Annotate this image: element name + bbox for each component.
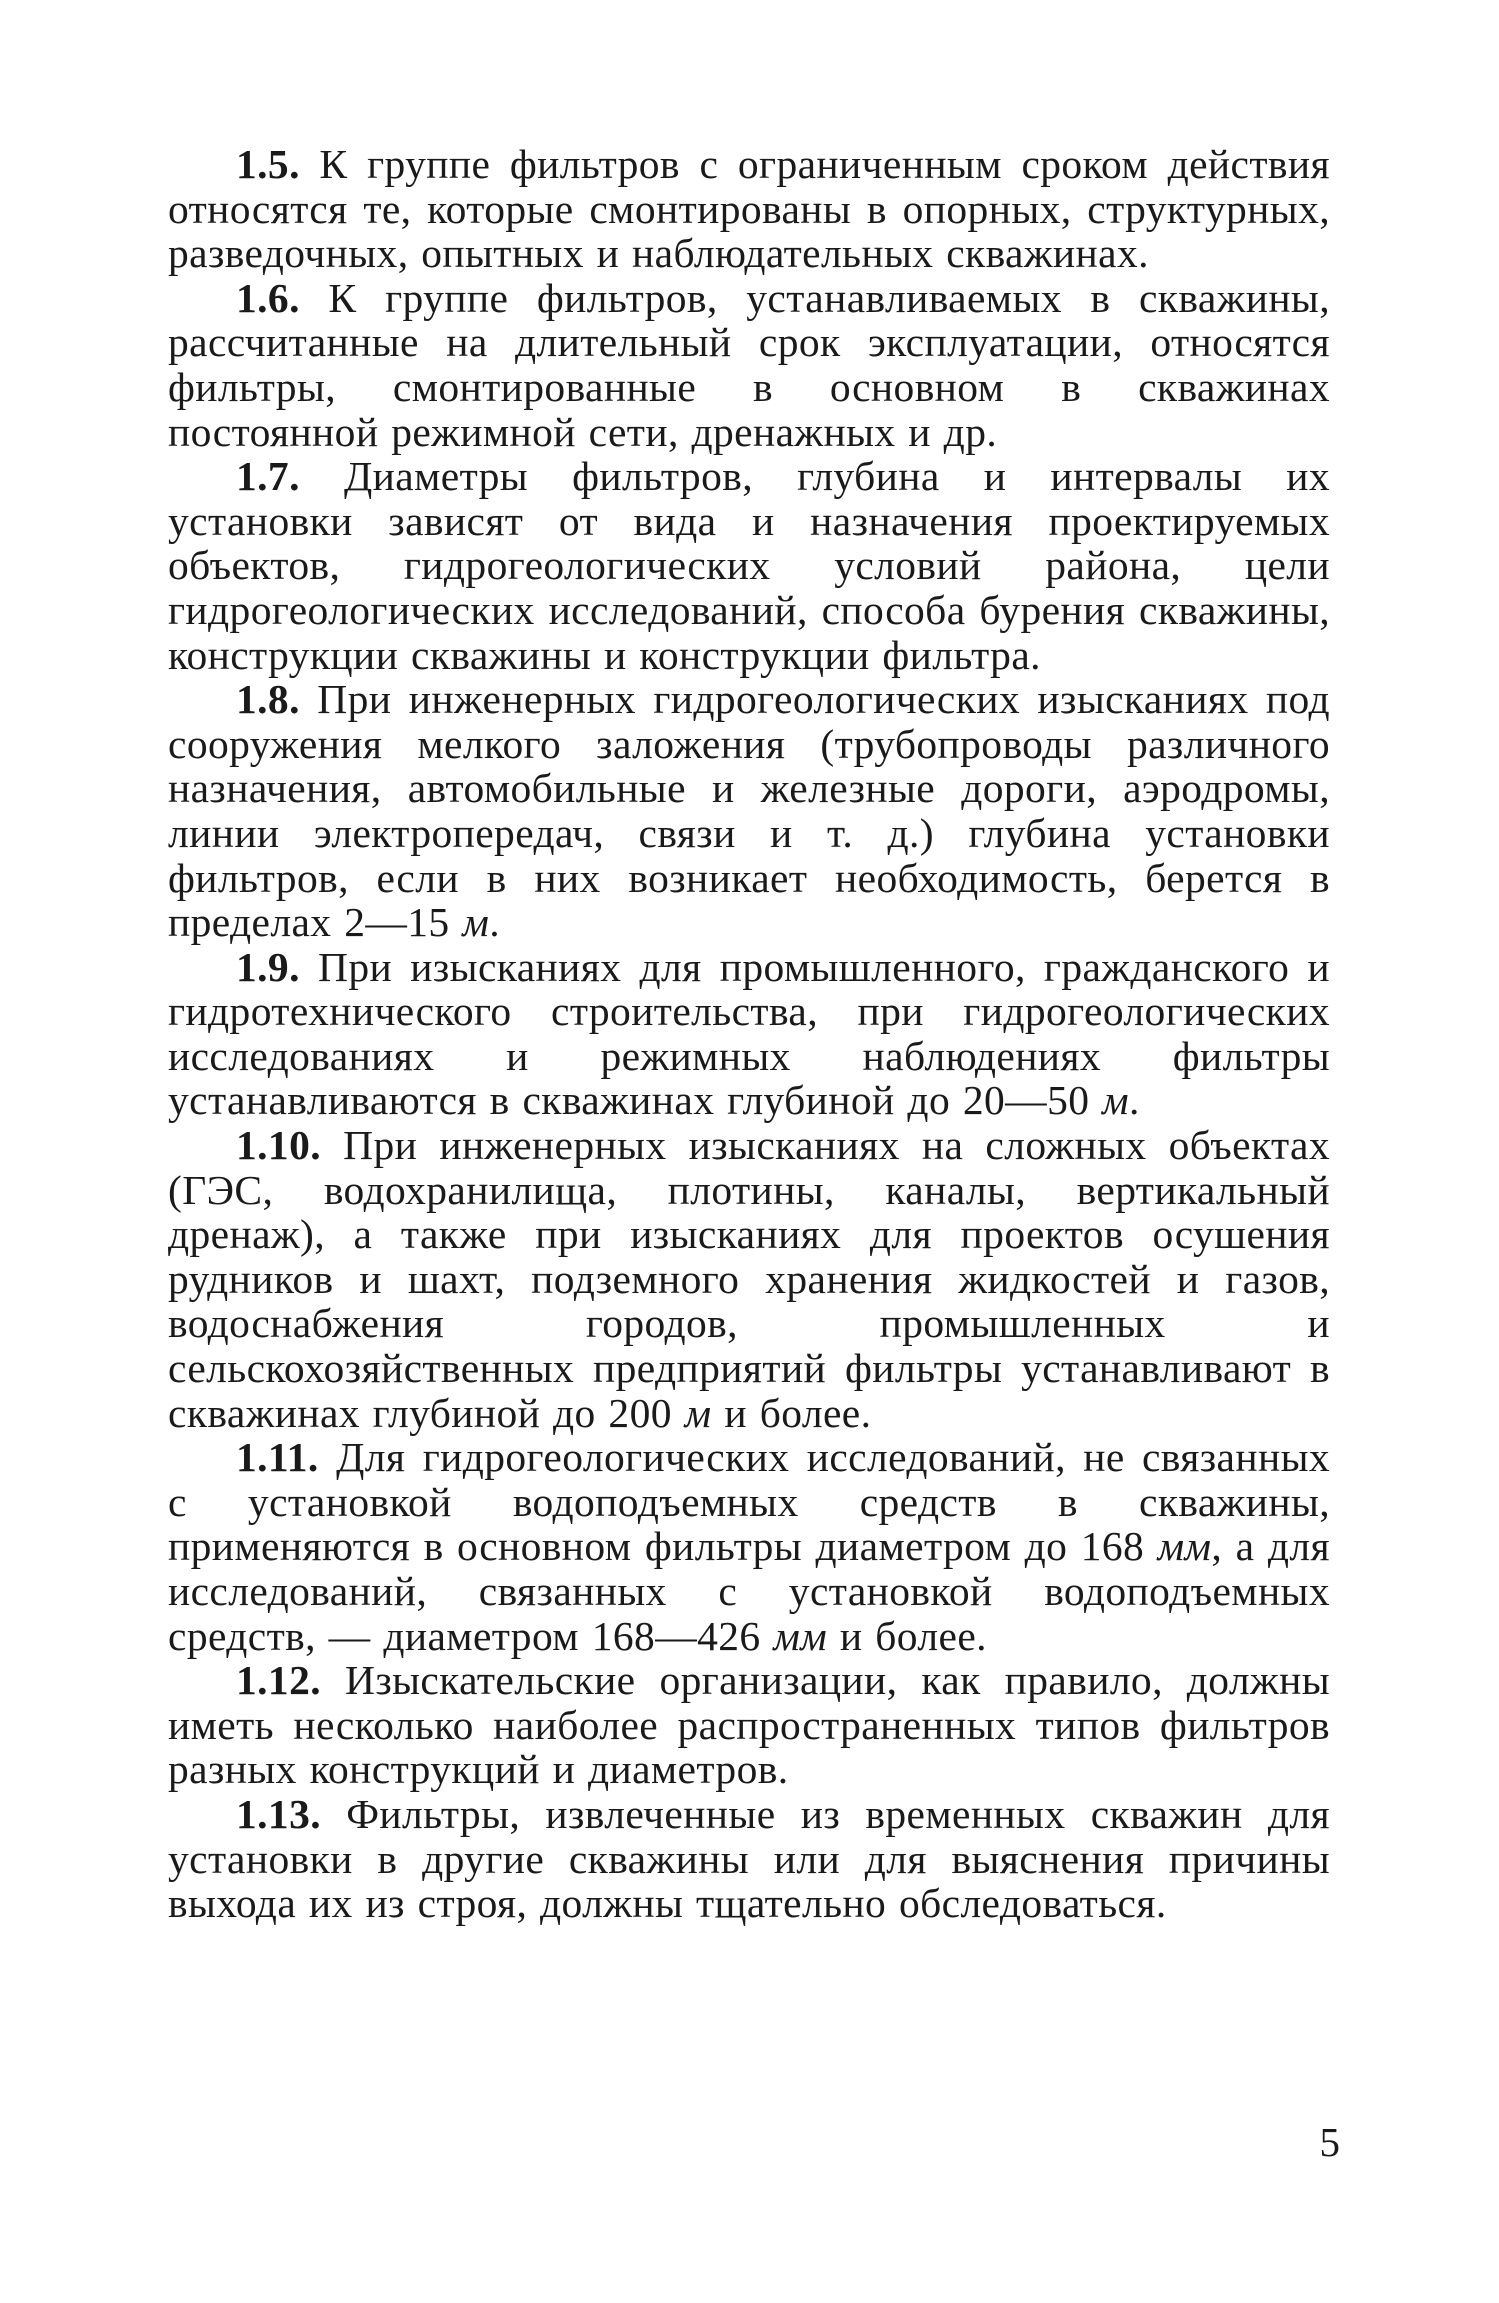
paragraph-tail: , а для исследований, связанных с установкой водоподъемных средств, — диаметром 168—426	[168, 1523, 1330, 1659]
paragraph-number: 1.6.	[236, 274, 300, 321]
paragraph-tail: и более.	[839, 1612, 987, 1659]
paragraph-number: 1.13.	[236, 1790, 321, 1837]
paragraph-1-11	[168, 1435, 1330, 1658]
paragraph-text: Диаметры фильтров, глубина и интервалы их установки зависят от вида и назначения проектируемых объектов, гидрогеологических условий района, цели гидрогеологических исследований, способа бурения скважины, конструкции скважины и конструкции фильтра.	[168, 453, 1331, 678]
paragraph-1-7	[168, 454, 1330, 677]
paragraph-number: 1.8.	[236, 676, 300, 723]
paragraph-1-10	[168, 1123, 1330, 1435]
paragraph-tail: и более.	[724, 1389, 872, 1436]
page-number: 5	[1319, 2119, 1340, 2165]
document-page	[168, 142, 1330, 1926]
paragraph-1-13	[168, 1792, 1330, 1926]
paragraph-number: 1.7.	[236, 453, 300, 500]
paragraph-tail: .	[1129, 1077, 1140, 1124]
paragraph-text: Фильтры, извлеченные из временных скважин для установки в другие скважины или для выяснения причины выхода их из строя, должны тщательно обследоваться.	[168, 1790, 1330, 1927]
unit-label: мм	[773, 1612, 828, 1659]
paragraph-number: 1.9.	[236, 943, 300, 990]
paragraph-text: При инженерных изысканиях на сложных объектах (ГЭС, водохранилища, плотины, каналы, вертикальный дренаж), а также при изысканиях для проектов осушения рудников и шахт, подземного хранения жидкостей и газов, водоснабжения городов, промышленных и сельскохозяйственных предприятий фильтры устанавливают в скважинах глубиной до 200	[168, 1122, 1330, 1436]
paragraph-number: 1.10.	[236, 1122, 321, 1169]
unit-label: м	[684, 1389, 712, 1436]
paragraph-number: 1.11.	[236, 1434, 319, 1481]
unit-label: мм	[1157, 1523, 1212, 1570]
paragraph-1-5	[168, 142, 1330, 276]
paragraph-text: Для гидрогеологических исследований, не связанных с установкой водоподъемных средств в скважины, применяются в основном фильтры диаметром до 168	[168, 1434, 1331, 1570]
paragraph-text: При инженерных гидрогеологических изысканиях под сооружения мелкого заложения (трубопроводы различного назначения, автомобильные и железные дороги, аэродромы, линии электропередач, связи и т. д.) глубина установки фильтров, если в них возникает необходимость, берется в пределах 2—15	[168, 676, 1330, 946]
paragraph-number: 1.12.	[236, 1657, 321, 1704]
paragraph-text: Изыскательские организации, как правило, должны иметь несколько наиболее распространенных типов фильтров разных конструкций и диаметров.	[168, 1657, 1330, 1793]
paragraph-number: 1.5.	[236, 141, 300, 187]
paragraph-text: При изысканиях для промышленного, гражданского и гидротехнического строительства, при гидрогеологических исследованиях и режимных наблюдениях фильтры устанавливаются в скважинах глубиной до 20—50	[168, 943, 1330, 1124]
paragraph-1-9	[168, 945, 1330, 1123]
paragraph-text: К группе фильтров с ограниченным сроком действия относятся те, которые смонтированы в опорных, структурных, разведочных, опытных и наблюдательных скважинах.	[168, 141, 1330, 277]
paragraph-tail: .	[489, 899, 501, 946]
paragraph-1-6	[168, 276, 1330, 454]
unit-label: м	[462, 899, 490, 946]
unit-label: м	[1102, 1077, 1130, 1124]
paragraph-1-12	[168, 1658, 1330, 1792]
paragraph-1-8	[168, 677, 1330, 945]
paragraph-text: К группе фильтров, устанавливаемых в скважины, рассчитанные на длительный срок эксплуатации, относятся фильтры, смонтированные в основном в скважинах постоянной режимной сети, дренажных и др.	[168, 274, 1330, 455]
